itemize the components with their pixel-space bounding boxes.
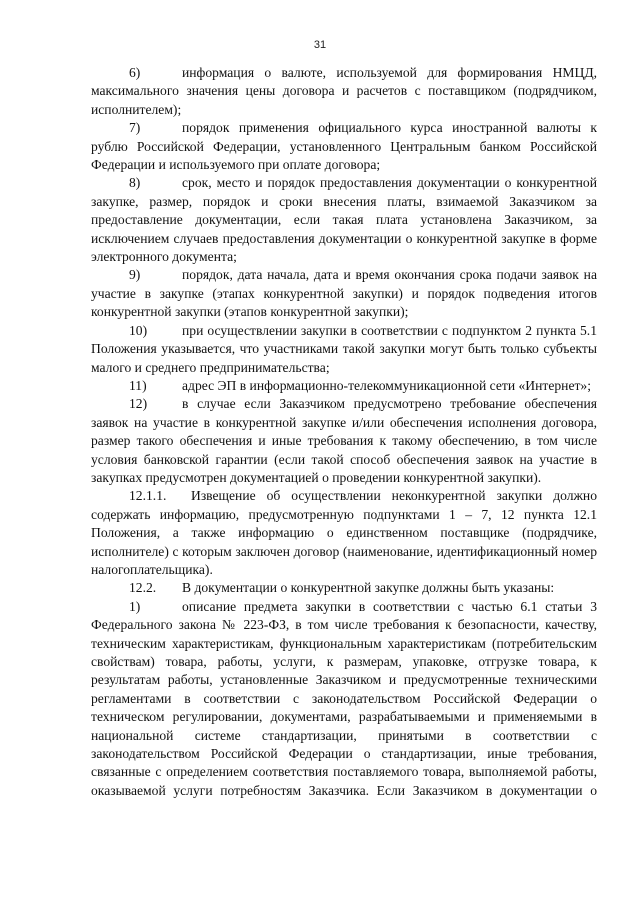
- list-item-12: [91, 395, 597, 487]
- list-item-8: [91, 174, 597, 266]
- list-item-text: порядок, дата начала, дата и время окончания срока подачи заявок на участие в закупке (этапах конкурентной закупки) и порядок подведения итогов конкурентной закупки (этапов конкурентной закупки);: [91, 267, 597, 320]
- list-item-text: порядок применения официального курса иностранной валюты к рублю Российской Федерации, установленного Центральным банком Российской Федерации и используемого при оплате договора;: [91, 120, 597, 173]
- list-item-number: 10): [129, 322, 148, 338]
- document-body: [91, 64, 597, 800]
- list-item-number: 1): [129, 598, 141, 614]
- clause-number: 12.1.1.: [129, 488, 167, 504]
- list-item-9: [91, 266, 597, 321]
- list-item-number: 12): [129, 396, 148, 412]
- list-item-7: [91, 119, 597, 174]
- list-item-number: 6): [129, 65, 141, 80]
- list-item-10: [91, 322, 597, 377]
- list-item-1: [91, 598, 597, 800]
- clause-text: В документации о конкурентной закупке должны быть указаны:: [182, 580, 555, 596]
- clause-number: 12.2.: [129, 580, 157, 596]
- clause-text: Извещение об осуществлении неконкурентной закупки должно содержать информацию, предусмотренную подпунктами 1 – 7, 12 пункта 12.1 Положения, а также информацию о единственном поставщике (подрядчике, исполнителе) с которым заключен договор (наименование, идентификационный номер налогоплательщика).: [91, 488, 597, 577]
- list-item-11: [91, 377, 597, 395]
- list-item-6: [91, 64, 597, 119]
- clause-12-2: [91, 579, 597, 597]
- list-item-number: 11): [129, 377, 147, 393]
- list-item-text: срок, место и порядок предоставления документации о конкурентной закупке, размер, порядок и сроки внесения платы, взимаемой Заказчиком за предоставление документации, если такая плата установлена Заказчиком, за исключением случаев предоставления документации о конкурентной закупке в форме электронного документа;: [91, 175, 597, 265]
- list-item-text: в случае если Заказчиком предусмотрено требование обеспечения заявок на участие в конкурентной закупке и/или обеспечения исполнения договора, размер такого обеспечения и иные требования к такому обеспечению, в том числе условия банковской гарантии (если такой способ обеспечения заявок на участие в закупках предусмотрен документацией о проведении конкурентной закупки).: [91, 396, 597, 485]
- list-item-number: 9): [129, 267, 141, 283]
- list-item-number: 7): [129, 120, 141, 136]
- list-item-text: при осуществлении закупки в соответствии с подпунктом 2 пункта 5.1 Положения указывается, что участниками такой закупки могут быть только субъекты малого и среднего предпринимательства;: [91, 322, 597, 375]
- list-item-text: описание предмета закупки в соответствии с частью 6.1 статьи 3 Федерального закона № 223-ФЗ, в том числе требования к безопасности, качеству, техническим характеристикам, функциональным характеристикам (потребительским свойствам) товара, работы, услуги, к размерам, упаковке, отгрузке товара, к результатам работы, установленные Заказчиком и предусмотренные техническими регламентами в соответствии с законодательством Российской Федерации о техническом регулировании, документами, разрабатываемыми и применяемыми в национальной системе стандартизации, принятыми в соответствии с законодательством Российской Федерации о стандартизации, иные требования, связанные с определением соответствия поставляемого товара, выполняемой работы, оказываемой услуги потребностям Заказчика. Если Заказчиком в документации о: [91, 598, 597, 798]
- list-item-number: 8): [129, 175, 141, 191]
- list-item-text: информация о валюте, используемой для формирования НМЦД, максимального значения цены договора и расчетов с поставщиком (подрядчиком, исполнителем);: [91, 65, 597, 117]
- list-item-text: адрес ЭП в информационно-телекоммуникационной сети «Интернет»;: [182, 377, 591, 393]
- clause-12-1-1: [91, 487, 597, 579]
- page-number: 31: [313, 39, 327, 51]
